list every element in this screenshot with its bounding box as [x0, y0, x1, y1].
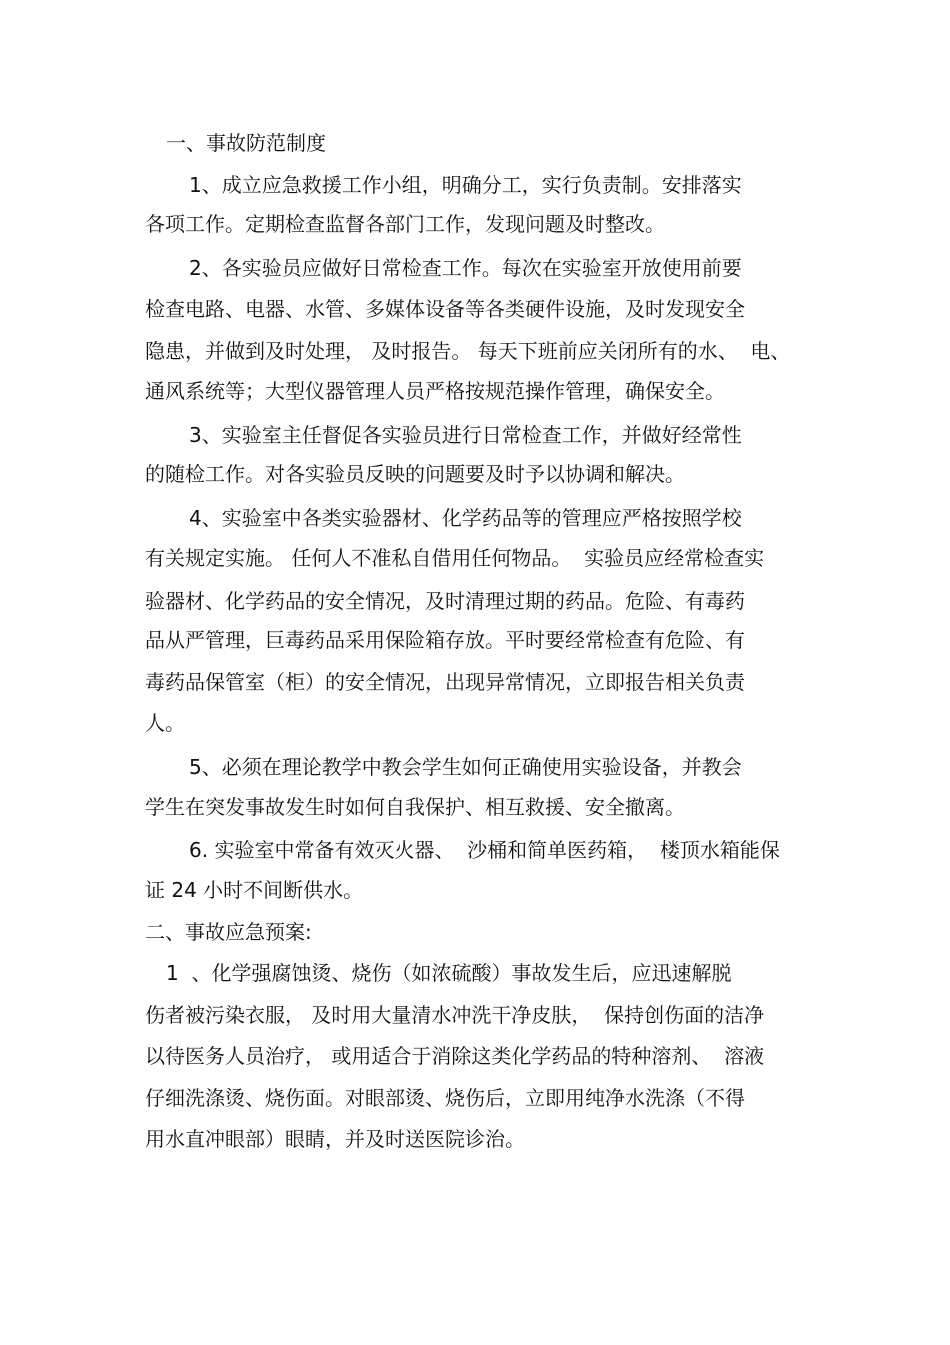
paragraph-line: 各项工作。定期检查监督各部门工作，发现问题及时整改。	[145, 212, 665, 236]
paragraph-line: 4、实验室中各类实验器材、化学药品等的管理应严格按照学校	[189, 506, 742, 530]
paragraph-line: 2、各实验员应做好日常检查工作。每次在实验室开放使用前要	[189, 256, 742, 280]
paragraph-line: 1、成立应急救援工作小组，明确分工，实行负责制。安排落实	[189, 173, 742, 197]
section-title-emergency-plan: 二、事故应急预案:	[145, 920, 312, 944]
paragraph-line: 3、实验室主任督促各实验员进行日常检查工作，并做好经常性	[189, 423, 742, 447]
paragraph-line: 证 24 小时不间断供水。	[145, 878, 364, 902]
paragraph-line: 仔细洗涤烫、烧伤面。对眼部烫、烧伤后，立即用纯净水洗涤（不得	[145, 1086, 745, 1110]
paragraph-line: 伤者被污染衣服， 及时用大量清水冲洗干净皮肤， 保持创伤面的洁净	[145, 1003, 765, 1027]
paragraph-line: 有关规定实施。 任何人不准私自借用任何物品。 实验员应经常检查实	[145, 546, 765, 570]
paragraph-line: 检查电路、电器、水管、多媒体设备等各类硬件设施，及时发现安全	[145, 297, 745, 321]
paragraph-line: 学生在突发事故发生时如何自我保护、相互救援、安全撤离。	[145, 795, 685, 819]
paragraph-line: 1 、化学强腐蚀烫、烧伤（如浓硫酸）事故发生后，应迅速解脱	[166, 961, 732, 985]
paragraph-line: 毒药品保管室（柜）的安全情况，出现异常情况，立即报告相关负责	[145, 670, 745, 694]
paragraph-line: 5、必须在理论教学中教会学生如何正确使用实验设备，并教会	[189, 755, 742, 779]
paragraph-line: 品从严管理，巨毒药品采用保险箱存放。平时要经常检查有危险、有	[145, 628, 745, 652]
paragraph-line: 通风系统等；大型仪器管理人员严格按规范操作管理，确保安全。	[145, 379, 725, 403]
paragraph-line: 的随检工作。对各实验员反映的问题要及时予以协调和解决。	[145, 462, 685, 486]
paragraph-line: 验器材、化学药品的安全情况，及时清理过期的药品。危险、有毒药	[145, 589, 745, 613]
paragraph-line: 以待医务人员治疗， 或用适合于消除这类化学药品的特种溶剂、 溶液	[145, 1044, 765, 1068]
paragraph-line: 隐患，并做到及时处理， 及时报告。 每天下班前应关闭所有的水、 电、	[145, 339, 791, 363]
section-title-prevention: 一、事故防范制度	[166, 131, 326, 155]
paragraph-line: 人。	[145, 711, 185, 735]
paragraph-line: 用水直冲眼部）眼睛，并及时送医院诊治。	[145, 1127, 525, 1151]
paragraph-line: 6. 实验室中常备有效灭火器、 沙桶和简单医药箱， 楼顶水箱能保	[189, 838, 780, 862]
